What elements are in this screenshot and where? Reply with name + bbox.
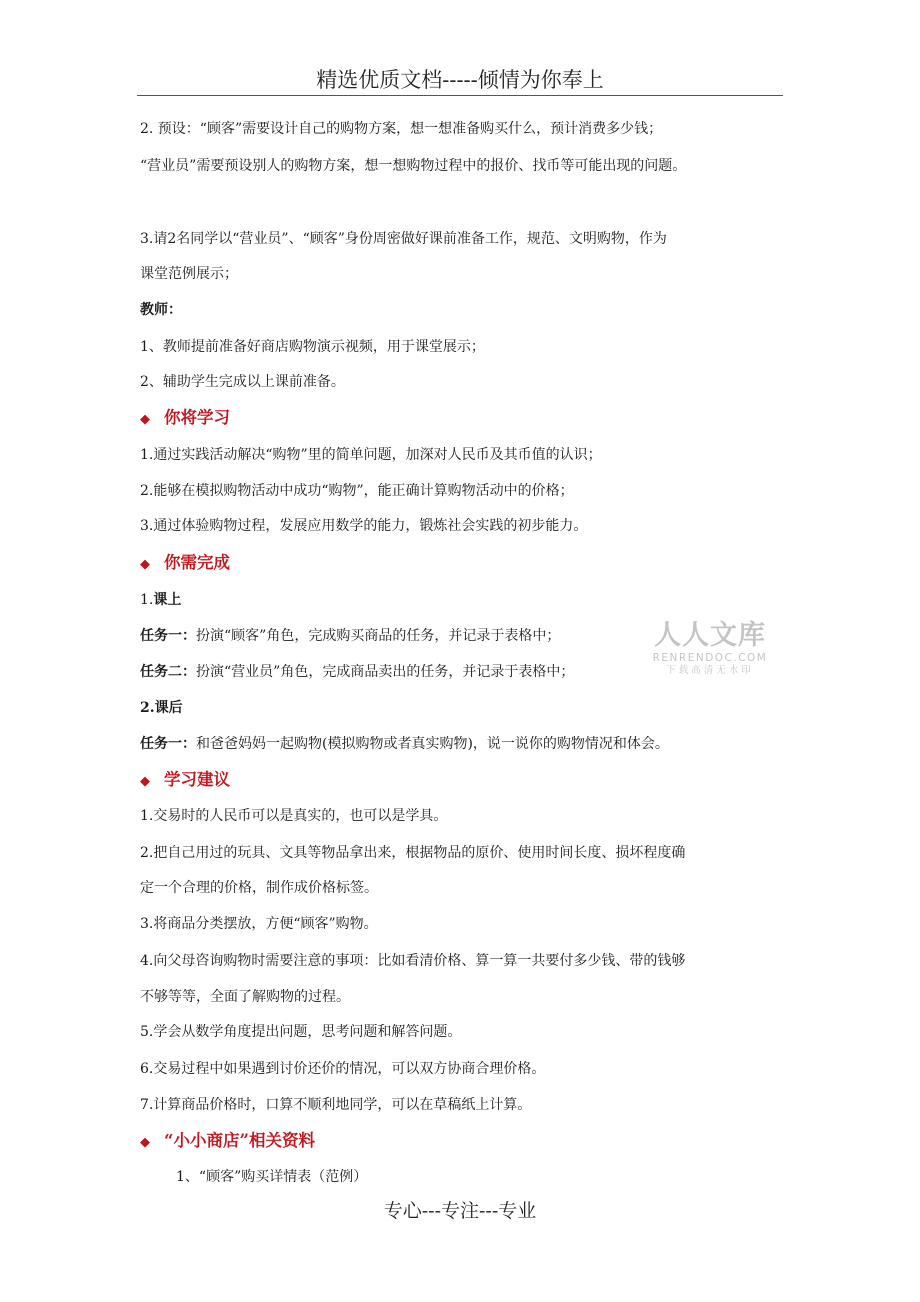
in-class-heading xyxy=(140,590,181,610)
body-line: 3.请2名同学以“营业员”、“顾客”身份周密做好课前准备工作，规范、文明购物，作为 xyxy=(140,231,667,247)
learn-item: 3.通过体验购物过程，发展应用数学的能力，锻炼社会实践的初步能力。 xyxy=(140,518,588,534)
task-label: 任务一： xyxy=(140,628,196,644)
teacher-heading: 教师： xyxy=(140,302,182,318)
watermark-brand: 人人文库 xyxy=(654,620,766,651)
body-line: “营业员”需要预设别人的购物方案，想一想购物过程中的报价、找币等可能出现的问题。 xyxy=(140,158,687,174)
section-title: 学习建议 xyxy=(164,770,230,789)
diamond-bullet-icon: ◆ xyxy=(140,1135,150,1150)
task-line xyxy=(140,662,574,682)
watermark xyxy=(648,620,772,677)
advice-line: 7.计算商品价格时，口算不顺利地同学，可以在草稿纸上计算。 xyxy=(140,1097,532,1113)
advice-line: 4.向父母咨询购物时需要注意的事项：比如看清价格、算一算一共要付多少钱、带的钱够 xyxy=(140,953,686,969)
watermark-tagline: 下载高清无水印 xyxy=(666,665,754,676)
body-line: 2. 预设：“顾客”需要设计自己的购物方案，想一想准备购买什么，预计消费多少钱； xyxy=(140,121,663,137)
section-heading-advice xyxy=(140,769,230,793)
advice-line: 不够等等，全面了解购物的过程。 xyxy=(140,989,350,1005)
task-text: 扮演“顾客”角色，完成购买商品的任务，并记录于表格中； xyxy=(196,628,561,644)
section-heading-complete xyxy=(140,552,230,576)
diamond-bullet-icon: ◆ xyxy=(140,412,150,427)
task-label: 任务一： xyxy=(140,736,196,752)
advice-line: 1.交易时的人民币可以是真实的，也可以是学具。 xyxy=(140,808,448,824)
section-title: 你需完成 xyxy=(164,553,230,572)
section-title: 你将学习 xyxy=(164,408,230,427)
diamond-bullet-icon: ◆ xyxy=(140,774,150,789)
section-title: “小小商店”相关资料 xyxy=(164,1131,315,1150)
task-line xyxy=(140,734,669,754)
body-line: 课堂范例展示； xyxy=(140,266,238,282)
section-heading-learn xyxy=(140,407,230,431)
page-footer: 专心---专注---专业 xyxy=(383,1200,537,1222)
teacher-item: 2、辅助学生完成以上课前准备。 xyxy=(140,374,345,390)
watermark-domain: RENRENDOC.COM xyxy=(652,652,768,664)
advice-line: 5.学会从数学角度提出问题，思考问题和解答问题。 xyxy=(140,1024,462,1040)
page-header-title: 精选优质文档-----倾情为你奉上 xyxy=(316,68,604,92)
advice-line: 定一个合理的价格，制作成价格标签。 xyxy=(140,880,378,896)
section-heading-materials xyxy=(140,1130,315,1154)
in-class-number: 1. xyxy=(140,592,154,608)
task-line xyxy=(140,626,560,646)
materials-item: 1、“顾客”购买详情表（范例） xyxy=(176,1169,368,1185)
task-text: 扮演“营业员”角色，完成商品卖出的任务，并记录于表格中； xyxy=(196,664,575,680)
task-label: 任务二： xyxy=(140,664,196,680)
advice-line: 3.将商品分类摆放，方便“顾客”购物。 xyxy=(140,916,378,932)
after-class-heading: 2.课后 xyxy=(140,700,183,716)
advice-line: 6.交易过程中如果遇到讨价还价的情况，可以双方协商合理价格。 xyxy=(140,1061,546,1077)
advice-line: 2.把自己用过的玩具、文具等物品拿出来，根据物品的原价、使用时间长度、损坏程度确 xyxy=(140,845,686,861)
task-text: 和爸爸妈妈一起购物(模拟购物或者真实购物)，说一说你的购物情况和体会。 xyxy=(196,736,669,752)
teacher-item: 1、教师提前准备好商店购物演示视频，用于课堂展示； xyxy=(140,339,485,355)
learn-item: 2.能够在模拟购物活动中成功“购物”，能正确计算购物活动中的价格； xyxy=(140,483,574,499)
diamond-bullet-icon: ◆ xyxy=(140,557,150,572)
in-class-label: 课上 xyxy=(153,592,182,608)
learn-item: 1.通过实践活动解决“购物”里的简单问题，加深对人民币及其币值的认识； xyxy=(140,447,602,463)
header-divider xyxy=(137,95,783,96)
